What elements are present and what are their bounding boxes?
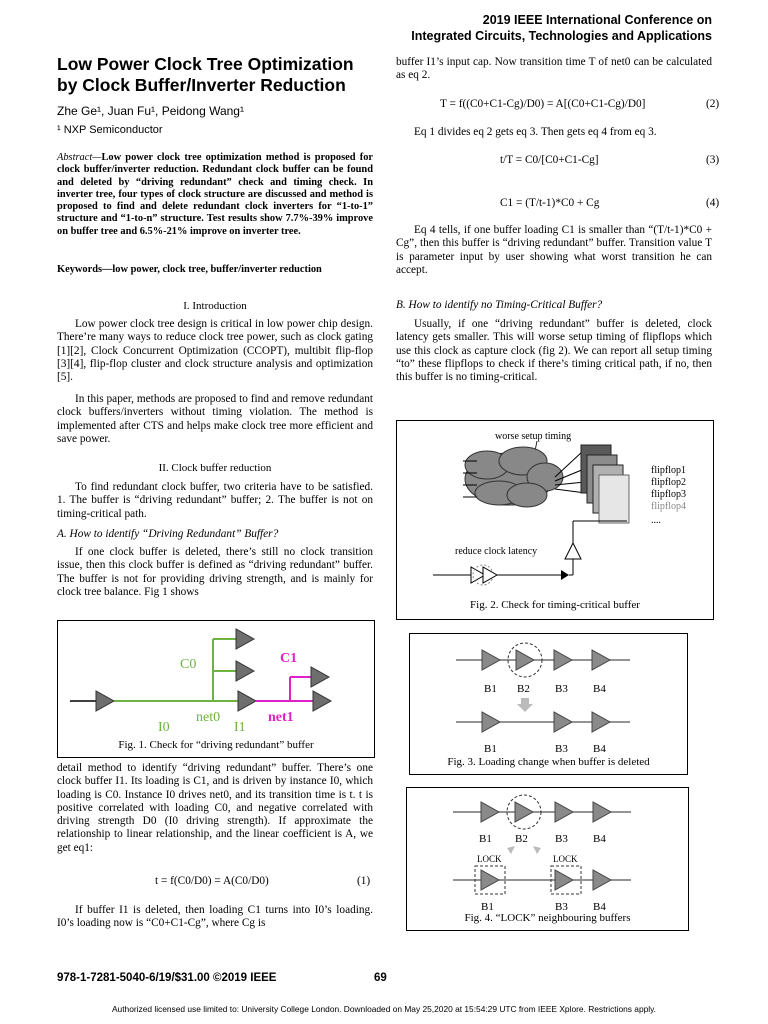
equation-1: t = f(C0/D0) = A(C0/D0) bbox=[155, 875, 269, 887]
paper-title bbox=[57, 54, 387, 96]
label-reduce-latency: reduce clock latency bbox=[455, 546, 538, 557]
buffer-b3-icon bbox=[554, 712, 572, 732]
buffer-b2-icon bbox=[516, 650, 534, 670]
buffer-icon bbox=[565, 543, 581, 559]
conference-line1: 2019 IEEE International Conference on bbox=[482, 13, 712, 27]
figure-4-diagram bbox=[407, 788, 688, 912]
equation-1-number: (1) bbox=[357, 875, 371, 887]
logic-cloud-icon bbox=[465, 447, 563, 507]
buffer-icon bbox=[483, 567, 497, 583]
subsection-a-paragraph-1: If one clock buffer is deleted, there’s still no clock transition issue, then this clock buffer is defined as “driving redundant” buffer. The buffer is not for providing driving strength, and is mainly for clock tree balance. Fig 1 shows bbox=[57, 546, 373, 598]
subsection-b-paragraph-1: Usually, if one “driving redundant” buffer is deleted, clock latency gets smaller. This will worse setup timing of flipflops which use this clock as capture clock (fig 2). We can report all setup timing “to” these flipflops to check if there’s timing critical path, if no, then this buffer is no timing-critical. bbox=[396, 318, 712, 384]
label-b2: B2 bbox=[515, 833, 528, 845]
label-net0: net0 bbox=[196, 710, 221, 725]
label-b3: B3 bbox=[555, 743, 568, 754]
label-b1: B1 bbox=[484, 743, 497, 754]
label-b3: B3 bbox=[555, 901, 568, 912]
subsection-a-title: A. How to identify “Driving Redundant” Buffer? bbox=[57, 528, 279, 540]
right-paragraph-2: Eq 1 divides eq 2 gets eq 3. Then gets eq 4 from eq 3. bbox=[414, 126, 657, 138]
buffer-b1-icon bbox=[482, 650, 500, 670]
down-arrow-icon bbox=[517, 698, 533, 712]
title-line2: by Clock Buffer/Inverter Reduction bbox=[57, 75, 346, 95]
conference-line2: Integrated Circuits, Technologies and Applications bbox=[411, 29, 712, 43]
footer-isbn: 978-1-7281-5040-6/19/$31.00 ©2019 IEEE bbox=[57, 972, 277, 984]
figure-4-caption: Fig. 4. “LOCK” neighbouring buffers bbox=[464, 912, 631, 924]
buffer-icon bbox=[236, 661, 254, 681]
buffer-b1-icon bbox=[481, 870, 499, 890]
section-1-title: I. Introduction bbox=[183, 300, 247, 312]
section-2-title: II. Clock buffer reduction bbox=[158, 462, 272, 474]
equation-2: T = f((C0+C1-Cg)/D0) = A[(C0+C1-Cg)/D0] bbox=[440, 98, 646, 110]
buffer-b3-icon bbox=[555, 870, 573, 890]
buffer-b4-icon bbox=[592, 712, 610, 732]
label-ff1: flipflop1 bbox=[651, 465, 686, 476]
figure-4 bbox=[406, 787, 689, 931]
label-b4: B4 bbox=[593, 901, 606, 912]
label-b4: B4 bbox=[593, 833, 606, 845]
section-2-paragraph-1: To find redundant clock buffer, two criteria have to be satisfied. 1. The buffer is “driving redundant” buffer; 2. The buffer is not on timing-critical path. bbox=[57, 481, 373, 520]
figure-1-diagram bbox=[58, 621, 374, 739]
buffer-icon bbox=[313, 691, 331, 711]
label-b3: B3 bbox=[555, 833, 568, 845]
label-lock-2: LOCK bbox=[553, 854, 578, 864]
figure-2-caption: Fig. 2. Check for timing-critical buffer bbox=[470, 599, 640, 611]
label-b1: B1 bbox=[484, 683, 497, 695]
label-ff3: flipflop3 bbox=[651, 489, 686, 500]
section-1-paragraph-2: In this paper, methods are proposed to find and remove redundant clock buffers/inverters without timing violation. The method is implemented after CTS and helps make clock tree more efficient and save power. bbox=[57, 393, 373, 445]
flipflop4-icon bbox=[599, 475, 629, 523]
conference-header bbox=[411, 12, 712, 44]
authors: Zhe Ge¹, Juan Fu¹, Peidong Wang¹ bbox=[57, 104, 244, 118]
authorized-use-notice: Authorized licensed use limited to: University College London. Downloaded on May 25,2020 at 15:54:29 UTC from IEEE Xplore. Restrictions apply. bbox=[111, 1004, 657, 1014]
right-paragraph-1: buffer I1’s input cap. Now transition time T of net0 can be calculated as eq 2. bbox=[396, 56, 712, 82]
buffer-b2-icon bbox=[515, 802, 533, 822]
figure-1-caption: Fig. 1. Check for “driving redundant” buffer bbox=[118, 739, 314, 751]
equation-4-number: (4) bbox=[706, 197, 720, 209]
label-worse-setup: worse setup timing bbox=[495, 431, 572, 442]
buffer-b1-icon bbox=[482, 712, 500, 732]
label-lock-1: LOCK bbox=[477, 854, 502, 864]
label-b2: B2 bbox=[517, 683, 530, 695]
label-b4: B4 bbox=[593, 683, 606, 695]
abstract-text: Low power clock tree optimization method is proposed for clock buffer/inverter reduction. Redundant clock buffer can be found and deleted by “driving redundant” check and timing check. In inverter tree, four types of clock structure are discussed and method is proposed to find and delete redundant clock inverters for “1-to-1” structure and “1-to-n” structure. Test results show 7.7%-39% improve on buffer tree and 6.5%-21% improve on inverter tree. bbox=[57, 152, 373, 237]
affiliation: ¹ NXP Semiconductor bbox=[57, 124, 163, 136]
label-i1: I1 bbox=[234, 720, 246, 735]
figure-1 bbox=[57, 620, 375, 758]
figure-2-diagram bbox=[397, 421, 713, 601]
label-b4: B4 bbox=[593, 743, 606, 754]
arrow-icon bbox=[561, 570, 569, 580]
abstract bbox=[57, 152, 373, 238]
buffer-b3-icon bbox=[554, 650, 572, 670]
figure-3 bbox=[409, 633, 688, 775]
buffer-b1-icon bbox=[481, 802, 499, 822]
subsection-a-paragraph-2: detail method to identify “driving redundant” buffer. There’s one clock buffer I1. Its loading is C1, and is driven by instance I0, which loading is C0. Instance I0 drives net0, and its transition time is t. t is positive correlated with loading C0, and negative correlated with driving strength D0 (I0 driving strength). If approximate the relationship to linear relationship, and the linear coefficient is A, we get eq1: bbox=[57, 762, 373, 854]
buffer-icon bbox=[96, 691, 114, 711]
right-paragraph-3: Eq 4 tells, if one buffer loading C1 is smaller than “(T/t-1)*C0 + Cg”, then this buffer is “driving redundant” buffer. Transition value T is parameter input by user showing what worst transition he can accept. bbox=[396, 224, 712, 276]
buffer-b4-icon bbox=[593, 802, 611, 822]
figure-3-diagram bbox=[410, 634, 687, 754]
label-b1: B1 bbox=[479, 833, 492, 845]
equation-2-number: (2) bbox=[706, 98, 720, 110]
section-1-paragraph-1: Low power clock tree design is critical in low power chip design. There’re many ways to reduce clock tree power, such as clock gating [1][2], Clock Concurrent Optimization (CCOPT), multibit flip-flop [3][4], flip-flop cluster and clock structure analysis and optimization [5]. bbox=[57, 318, 373, 384]
buffer-b3-icon bbox=[555, 802, 573, 822]
label-b3: B3 bbox=[555, 683, 568, 695]
figure-3-caption: Fig. 3. Loading change when buffer is deleted bbox=[447, 756, 650, 768]
equation-3: t/T = C0/[C0+C1-Cg] bbox=[500, 154, 599, 166]
arrow-right-icon bbox=[533, 846, 541, 854]
keywords: Keywords—low power, clock tree, buffer/inverter reduction bbox=[57, 264, 322, 275]
title-line1: Low Power Clock Tree Optimization bbox=[57, 54, 354, 74]
buffer-icon bbox=[311, 667, 329, 687]
abstract-label: Abstract— bbox=[57, 152, 102, 163]
subsection-a-paragraph-3: If buffer I1 is deleted, then loading C1 turns into I0’s loading. I0’s loading now is “C0+C1-Cg”, where Cg is bbox=[57, 904, 373, 930]
label-b1: B1 bbox=[481, 901, 494, 912]
equation-4: C1 = (T/t-1)*C0 + Cg bbox=[500, 197, 600, 209]
label-c0: C0 bbox=[180, 657, 197, 672]
label-c1: C1 bbox=[280, 651, 298, 666]
arrow-left-icon bbox=[507, 846, 515, 854]
buffer-icon bbox=[238, 691, 256, 711]
buffer-b4-icon bbox=[593, 870, 611, 890]
label-ff2: flipflop2 bbox=[651, 477, 686, 488]
footer-page-number: 69 bbox=[374, 972, 387, 984]
label-i0: I0 bbox=[158, 720, 170, 735]
buffer-icon bbox=[236, 629, 254, 649]
equation-3-number: (3) bbox=[706, 154, 720, 166]
label-ff4: flipflop4 bbox=[651, 501, 686, 512]
label-net1: net1 bbox=[268, 710, 294, 725]
figure-2 bbox=[396, 420, 714, 620]
subsection-b-title: B. How to identify no Timing-Critical Buffer? bbox=[396, 299, 603, 311]
buffer-b4-icon bbox=[592, 650, 610, 670]
label-more: .... bbox=[651, 515, 661, 526]
